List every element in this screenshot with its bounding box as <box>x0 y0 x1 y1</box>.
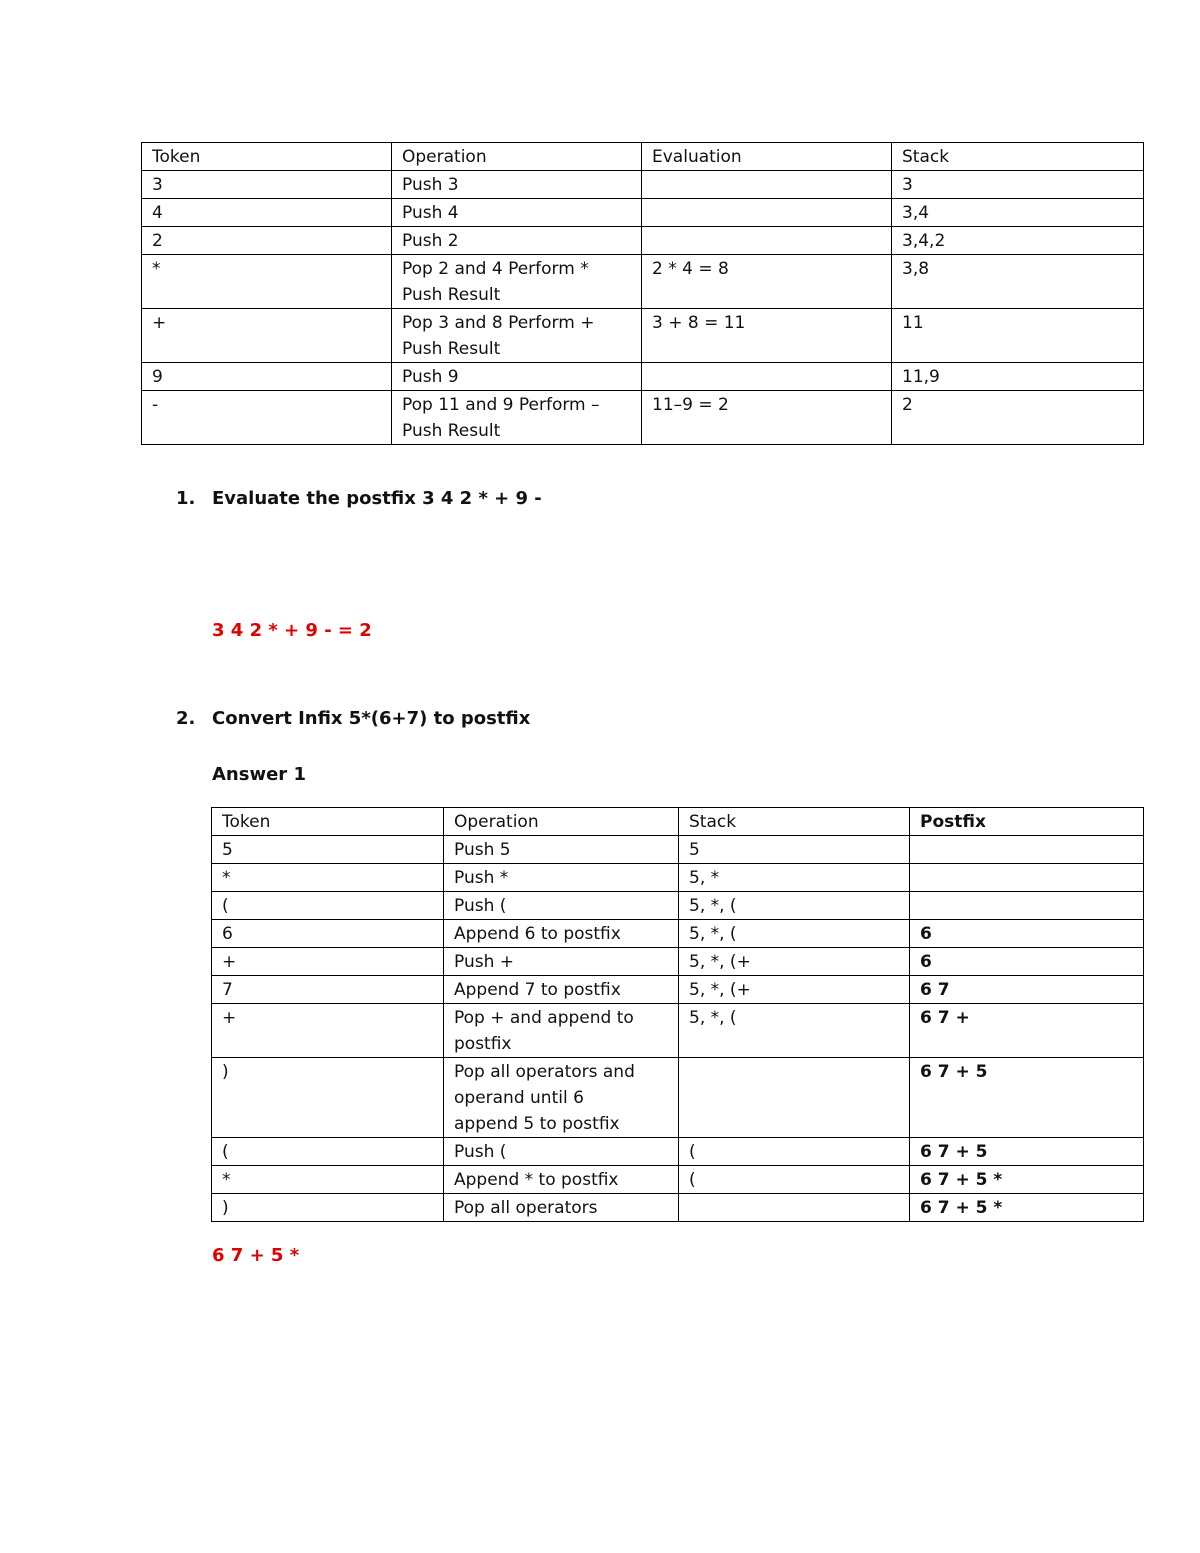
stack-cell: 5, *, (+ <box>679 976 910 1004</box>
stack-cell: ( <box>679 1166 910 1194</box>
postfix-cell: 6 7 <box>910 976 1144 1004</box>
token-cell: 2 <box>142 227 392 255</box>
evaluation-cell: 3 + 8 = 11 <box>642 309 892 363</box>
question-text: Evaluate the postfix 3 4 2 * + 9 - <box>212 488 542 509</box>
token-cell: 6 <box>212 920 444 948</box>
operation-cell: Push + <box>444 948 679 976</box>
operation-cell: Push * <box>444 864 679 892</box>
header-cell: Stack <box>679 808 910 836</box>
stack-cell: 5, *, ( <box>679 920 910 948</box>
answer-text: 6 7 + 5 * <box>212 1245 300 1266</box>
operation-cell: Push 9 <box>392 363 642 391</box>
operation-cell: Append 6 to postfix <box>444 920 679 948</box>
token-cell: ( <box>212 892 444 920</box>
question-2 <box>176 707 531 731</box>
table-row <box>212 920 1144 948</box>
table-row <box>142 363 1144 391</box>
token-cell: * <box>212 1166 444 1194</box>
evaluation-cell <box>642 363 892 391</box>
operation-cell: Push ( <box>444 892 679 920</box>
question-1 <box>176 487 542 511</box>
stack-cell: 3 <box>892 171 1144 199</box>
table-row <box>142 309 1144 363</box>
table-row <box>212 892 1144 920</box>
evaluation-cell <box>642 227 892 255</box>
table-row <box>212 1194 1144 1222</box>
operation-cell: Pop 11 and 9 Perform – Push Result <box>392 391 642 445</box>
table-row <box>212 864 1144 892</box>
postfix-cell: 6 7 + 5 * <box>910 1194 1144 1222</box>
infix-to-postfix-table <box>211 807 1144 1222</box>
header-cell: Token <box>142 143 392 171</box>
answer-1-result <box>212 619 372 643</box>
operation-cell: Push 3 <box>392 171 642 199</box>
header-cell: Postfix <box>910 808 1144 836</box>
evaluation-cell <box>642 171 892 199</box>
answer-text: 3 4 2 * + 9 - = 2 <box>212 620 372 641</box>
table-header-row <box>212 808 1144 836</box>
stack-cell <box>679 1194 910 1222</box>
operation-cell: Append * to postfix <box>444 1166 679 1194</box>
postfix-cell <box>910 836 1144 864</box>
table-row <box>142 199 1144 227</box>
question-number: 2. <box>176 708 196 729</box>
operation-cell: Push 4 <box>392 199 642 227</box>
token-cell: ) <box>212 1058 444 1138</box>
evaluation-cell: 2 * 4 = 8 <box>642 255 892 309</box>
operation-cell: Pop 3 and 8 Perform + Push Result <box>392 309 642 363</box>
operation-cell: Pop + and append to postfix <box>444 1004 679 1058</box>
header-cell: Token <box>212 808 444 836</box>
operation-cell: Append 7 to postfix <box>444 976 679 1004</box>
token-cell: 7 <box>212 976 444 1004</box>
token-cell: 5 <box>212 836 444 864</box>
postfix-cell: 6 7 + 5 * <box>910 1166 1144 1194</box>
token-cell: - <box>142 391 392 445</box>
operation-cell: Pop all operators <box>444 1194 679 1222</box>
operation-cell: Push ( <box>444 1138 679 1166</box>
stack-cell: 5, *, (+ <box>679 948 910 976</box>
token-cell: + <box>142 309 392 363</box>
table-row <box>212 836 1144 864</box>
stack-cell: 11 <box>892 309 1144 363</box>
table-row <box>212 1166 1144 1194</box>
token-cell: * <box>142 255 392 309</box>
token-cell: ( <box>212 1138 444 1166</box>
postfix-cell: 6 7 + <box>910 1004 1144 1058</box>
token-cell: * <box>212 864 444 892</box>
stack-cell: 5, *, ( <box>679 892 910 920</box>
table-row <box>142 255 1144 309</box>
postfix-evaluation-table <box>141 142 1144 445</box>
stack-cell: 3,8 <box>892 255 1144 309</box>
stack-cell: 5 <box>679 836 910 864</box>
table-row <box>212 948 1144 976</box>
header-cell: Operation <box>444 808 679 836</box>
table-row <box>212 1004 1144 1058</box>
table-row <box>212 1138 1144 1166</box>
table-row <box>142 227 1144 255</box>
operation-cell: Pop 2 and 4 Perform * Push Result <box>392 255 642 309</box>
stack-cell <box>679 1058 910 1138</box>
postfix-cell: 6 <box>910 920 1144 948</box>
stack-cell: 11,9 <box>892 363 1144 391</box>
token-cell: 9 <box>142 363 392 391</box>
header-cell: Stack <box>892 143 1144 171</box>
stack-cell: ( <box>679 1138 910 1166</box>
stack-cell: 5, * <box>679 864 910 892</box>
operation-cell: Push 2 <box>392 227 642 255</box>
table-row <box>142 391 1144 445</box>
stack-cell: 5, *, ( <box>679 1004 910 1058</box>
stack-cell: 3,4,2 <box>892 227 1144 255</box>
postfix-cell: 6 <box>910 948 1144 976</box>
operation-cell: Pop all operators and operand until 6 append 5 to postfix <box>444 1058 679 1138</box>
stack-cell: 2 <box>892 391 1144 445</box>
postfix-cell <box>910 892 1144 920</box>
evaluation-cell <box>642 199 892 227</box>
token-cell: 4 <box>142 199 392 227</box>
table-row <box>142 171 1144 199</box>
stack-cell: 3,4 <box>892 199 1144 227</box>
question-text: Convert Infix 5*(6+7) to postfix <box>212 708 531 729</box>
answer-2-result <box>212 1244 299 1268</box>
token-cell: ) <box>212 1194 444 1222</box>
token-cell: + <box>212 948 444 976</box>
table-row <box>212 1058 1144 1138</box>
table-header-row <box>142 143 1144 171</box>
postfix-cell: 6 7 + 5 <box>910 1138 1144 1166</box>
answer-label: Answer 1 <box>212 764 306 785</box>
header-cell: Evaluation <box>642 143 892 171</box>
header-cell: Operation <box>392 143 642 171</box>
evaluation-cell: 11–9 = 2 <box>642 391 892 445</box>
token-cell: + <box>212 1004 444 1058</box>
table-row <box>212 976 1144 1004</box>
operation-cell: Push 5 <box>444 836 679 864</box>
postfix-cell <box>910 864 1144 892</box>
postfix-cell: 6 7 + 5 <box>910 1058 1144 1138</box>
token-cell: 3 <box>142 171 392 199</box>
question-number: 1. <box>176 488 196 509</box>
